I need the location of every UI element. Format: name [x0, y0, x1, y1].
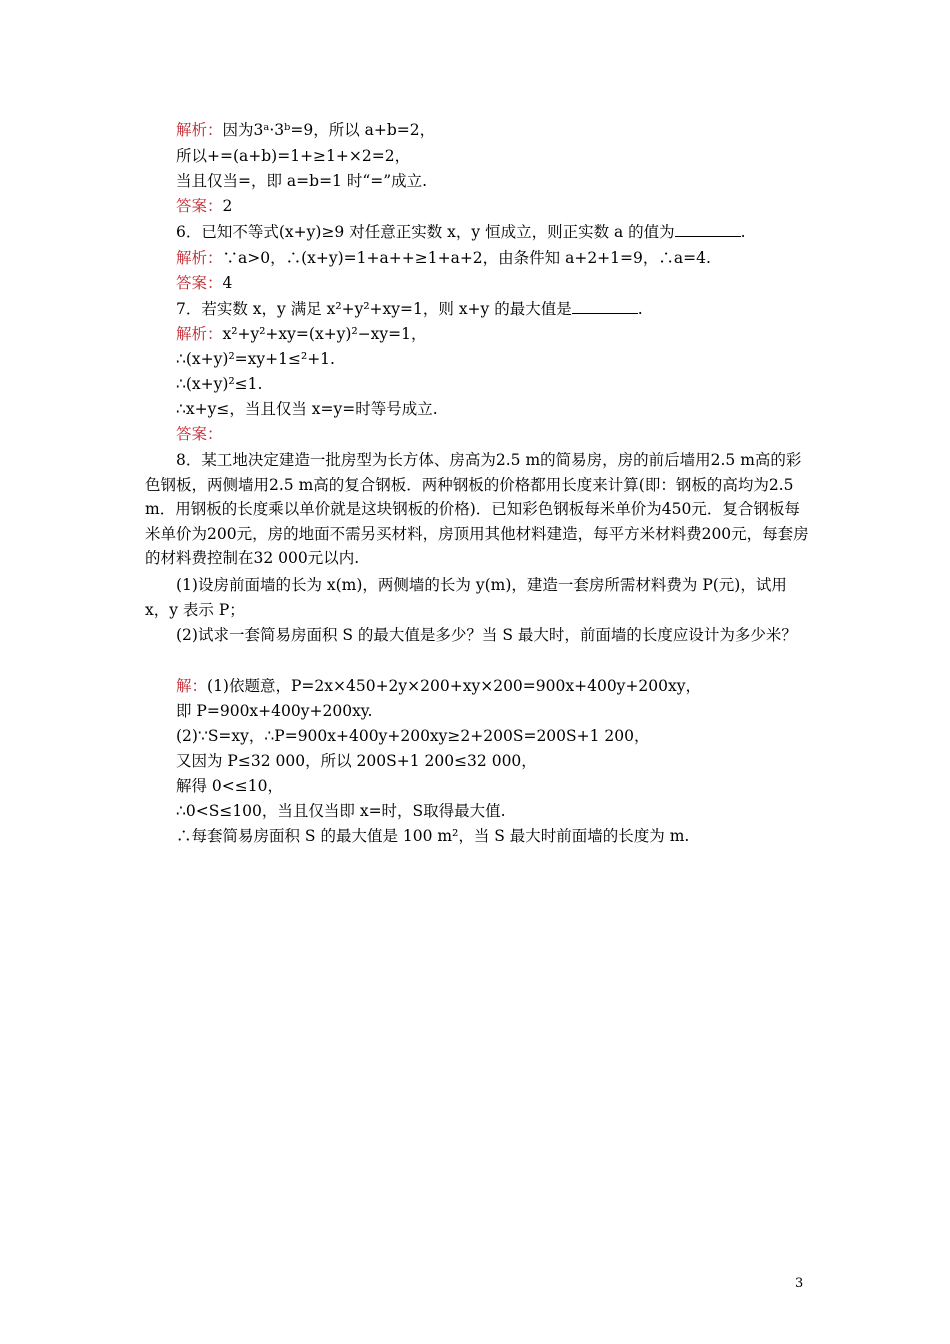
q8-solution-text: (1)依题意，P=2x×450+2y×200+xy×200=900x+400y+200xy， [207, 677, 702, 695]
q8-solution-line2: 即 P=900x+400y+200xy. [176, 702, 373, 720]
q8-solution-line5: 解得 0<≤10， [176, 777, 283, 795]
q5-text: 因为3ᵃ·3ᵇ=9，所以 a+b=2， [222, 121, 436, 139]
answer-value: 2 [222, 197, 233, 215]
q7-analysis-line3: ∴(x+y)²≤1. [176, 375, 263, 393]
answer-label: 答案： [176, 425, 223, 443]
q6-analysis-text: ∵a>0，∴(x+y)=1+a++≥1+a+2，由条件知 a+2+1=9，∴a=4. [222, 249, 711, 267]
q8-sub1: (1)设房前面墙的长为 x(m)，两侧墙的长为 y(m)，建造一套房所需材料费为 P(元)，试用 x，y 表示 P； [145, 576, 787, 619]
analysis-label: 解析： [176, 249, 223, 267]
q6-question-text: 6．已知不等式(x+y)≥9 对任意正实数 x，y 恒成立，则正实数 a 的值为 [176, 223, 675, 241]
page-number: 3 [795, 1276, 804, 1291]
q7-question-text: 7．若实数 x，y 满足 x²+y²+xy=1，则 x+y 的最大值是 [176, 300, 572, 318]
answer-blank [572, 299, 638, 314]
q8-sub2: (2)试求一套简易房面积 S 的最大值是多少？当 S 最大时，前面墙的长度应设计为多少米？ [176, 626, 797, 644]
q8-paragraph: 8．某工地决定建造一批房型为长方体、房高为2.5 m的简易房，房的前后墙用2.5 m高的彩色钢板，两侧墙用2.5 m高的复合钢板．两种钢板的价格都用长度来计算(即：钢板的高均为2.5 m．用钢板的长度乘以单价就是这块钢板的价格)．已知彩色钢板每米单价为450元．复合钢板每米单价为200元，房的地面不需另买材料，房顶用其他材料建造，每平方米材料费200元，每套房的材料费控制在32 000元以内. [145, 451, 809, 567]
answer-blank [675, 222, 741, 237]
q5-analysis-line3: 当且仅当=，即 a=b=1 时“=”成立. [176, 172, 428, 190]
q7-question [176, 298, 816, 320]
q5-analysis-line2: 所以+=(a+b)=1+≥1+×2=2， [176, 147, 411, 165]
q6-question [176, 221, 816, 243]
q8-solution-line7: ∴每套简易房面积 S 的最大值是 100 m²，当 S 最大时前面墙的长度为 m. [176, 827, 690, 845]
q8-solution-line3: (2)∵S=xy，∴P=900x+400y+200xy≥2+200S=200S+1 200， [176, 727, 650, 745]
q5-analysis-line1 [176, 119, 816, 141]
q7-analysis-line4: ∴x+y≤，当且仅当 x=y=时等号成立. [176, 400, 438, 418]
analysis-label: 解析： [176, 325, 223, 343]
q8-solution-line4: 又因为 P≤32 000，所以 200S+1 200≤32 000， [176, 752, 537, 770]
q6-answer [176, 272, 816, 294]
q6-analysis [176, 247, 816, 269]
q5-answer [176, 195, 816, 217]
analysis-label: 解析： [176, 121, 223, 139]
q6-question-end: . [740, 223, 746, 241]
q7-analysis-line2: ∴(x+y)²=xy+1≤²+1. [176, 350, 335, 368]
answer-value: 4 [222, 274, 233, 292]
q8-solution-line6: ∴0<S≤100，当且仅当即 x=时，S取得最大值. [176, 802, 506, 820]
q7-answer [176, 423, 816, 445]
q7-question-end: . [637, 300, 643, 318]
answer-label: 答案： [176, 197, 223, 215]
q8-solution-line1 [176, 675, 816, 697]
q7-analysis-line1 [176, 323, 816, 345]
answer-label: 答案： [176, 274, 223, 292]
solution-label: 解： [176, 677, 208, 695]
q7-text: x²+y²+xy=(x+y)²−xy=1， [222, 325, 427, 343]
